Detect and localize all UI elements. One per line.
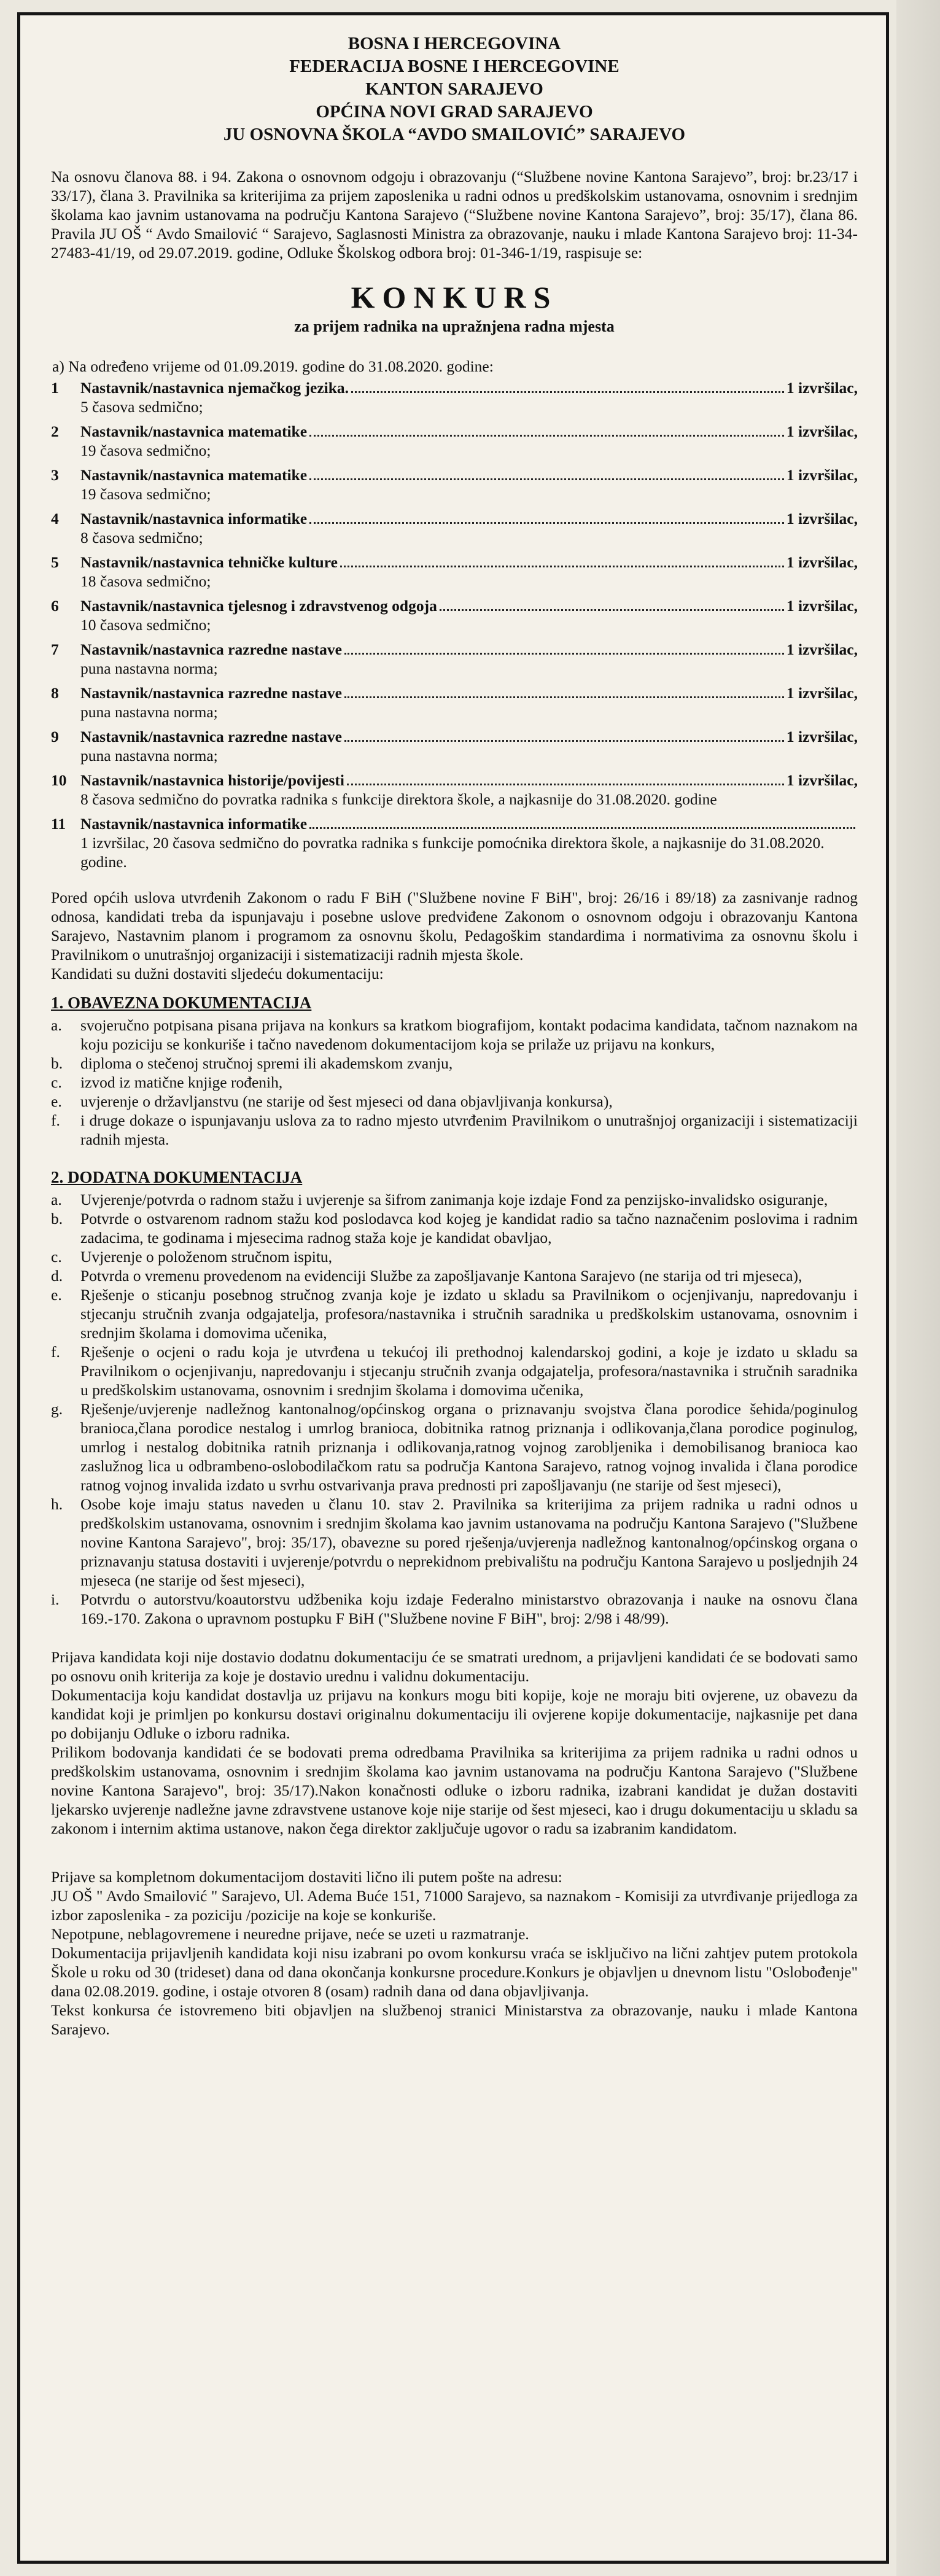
dot-leader bbox=[344, 740, 784, 742]
requirement-text: Uvjerenje o položenom stručnom ispitu, bbox=[80, 1248, 333, 1266]
document-requirement bbox=[51, 1054, 858, 1073]
requirement-letter: e. bbox=[51, 1092, 62, 1110]
position-number: 10 bbox=[51, 771, 67, 789]
requirement-letter: f. bbox=[51, 1111, 60, 1129]
position-number: 8 bbox=[51, 684, 59, 702]
submission-info bbox=[51, 1867, 858, 2039]
position-number: 5 bbox=[51, 553, 59, 571]
document-requirement bbox=[51, 1247, 858, 1266]
submission-paragraph: Tekst konkursa će istovremeno biti objavljen na službenoj stranici Ministarstva za obrazovanje, nauku i mlade Kantona Sarajevo. bbox=[51, 2001, 858, 2038]
position-item bbox=[51, 509, 858, 553]
position-item bbox=[51, 596, 858, 640]
document-requirement bbox=[51, 1209, 858, 1247]
obligation-line: Kandidati su dužni dostaviti sljedeću dokumentaciju: bbox=[51, 965, 384, 983]
position-count: 1 izvršilac, bbox=[786, 640, 858, 658]
position-title: Nastavnik/nastavnica razredne nastave bbox=[80, 728, 342, 745]
document-requirement bbox=[51, 1092, 858, 1111]
dot-leader bbox=[309, 827, 855, 829]
position-item bbox=[51, 422, 858, 465]
position-title: Nastavnik/nastavnica historije/povijesti bbox=[80, 771, 344, 789]
position-hours: 19 časova sedmično; bbox=[80, 485, 211, 503]
position-count: 1 izvršilac, bbox=[786, 771, 858, 789]
requirement-text: Potvrde o ostvarenom radnom stažu kod poslodavca kod kojeg je kandidat radio sa tačno naznačenim poslovima i radnim zadacima, te godinama i mjesecima radnog staža koje je kandidat obavljao, bbox=[80, 1210, 858, 1247]
requirement-text: Rješenje o ocjeni o radu koja je utvrđena u tekućoj ili prethodnoj kalendarskoj godini, a koje je izdato u skladu sa Pravilnikom o ocjenjivanju, napredovanju i stjecanju stručnih zvanja odgajatelja, profesora/nastavnika i stručnih saradnika u predškolskim ustanovama, osnovnim i srednjim školama i domovima učenika, bbox=[80, 1343, 858, 1399]
requirement-letter: a. bbox=[51, 1016, 62, 1034]
position-title: Nastavnik/nastavnica razredne nastave bbox=[80, 640, 342, 658]
requirement-letter: a. bbox=[51, 1191, 62, 1208]
requirement-text: diploma o stečenoj stručnoj spremi ili akademskom zvanju, bbox=[80, 1054, 453, 1072]
requirement-letter: g. bbox=[51, 1400, 63, 1418]
position-hours: puna nastavna norma; bbox=[80, 703, 218, 721]
document-requirement bbox=[51, 1266, 858, 1285]
document-requirement bbox=[51, 1073, 858, 1092]
document-requirement bbox=[51, 1190, 858, 1209]
position-hours: 8 časova sedmično do povratka radnika s funkcije direktora škole, a najkasnije do 31.08.2020. godine bbox=[80, 790, 717, 808]
position-hours: 18 časova sedmično; bbox=[80, 572, 211, 590]
header-line: FEDERACIJA BOSNE I HERCEGOVINE bbox=[289, 56, 620, 76]
position-hours: 10 časova sedmično; bbox=[80, 616, 211, 634]
dot-leader bbox=[440, 609, 784, 611]
document-requirement bbox=[51, 1399, 858, 1495]
requirement-text: Potvrda o vremenu provedenom na evidenciji Službe za zapošljavanje Kantona Sarajevo (ne starija od tri mjeseca), bbox=[80, 1267, 802, 1285]
position-hours: 1 izvršilac, 20 časova sedmično do povratka radnika s funkcije pomoćnika direktora škole, a najkasnije do 31.08.2020. godine. bbox=[80, 834, 825, 871]
position-count: 1 izvršilac, bbox=[786, 728, 858, 745]
position-title: Nastavnik/nastavnica matematike bbox=[80, 422, 308, 440]
position-number: 4 bbox=[51, 510, 59, 527]
header-line: KANTON SARAJEVO bbox=[365, 79, 543, 99]
position-title: Nastavnik/nastavnica njemačkog jezika. bbox=[80, 379, 349, 397]
position-title: Nastavnik/nastavnica matematike bbox=[80, 466, 308, 484]
position-title: Nastavnik/nastavnica informatike bbox=[80, 815, 308, 833]
adjacent-page-bleed bbox=[896, 0, 940, 2576]
submission-paragraph: Prijave sa kompletnom dokumentacijom dostaviti lično ili putem pošte na adresu: bbox=[51, 1868, 562, 1886]
requirement-text: Uvjerenje/potvrda o radnom stažu i uvjerenje sa šifrom zanimanja koje izdaje Fond za penzijsko-invalidsko osiguranje, bbox=[80, 1191, 828, 1208]
section-additional-title: 2. DODATNA DOKUMENTACIJA bbox=[51, 1168, 303, 1186]
position-number: 9 bbox=[51, 728, 59, 745]
position-item bbox=[51, 640, 858, 683]
requirement-letter: b. bbox=[51, 1210, 63, 1228]
school-address: JU OŠ " Avdo Smailović " Sarajevo, Ul. Adema Buće 151, 71000 Sarajevo, sa naznakom - Komisiji za utvrđivanje prijedloga za izbor zaposlenika - za poziciju /pozicije na koje se konkuriše. bbox=[51, 1887, 858, 1924]
requirement-letter: c. bbox=[51, 1248, 62, 1266]
position-number: 6 bbox=[51, 597, 59, 615]
requirement-letter: c. bbox=[51, 1073, 62, 1091]
requirement-text: uvjerenje o državljanstvu (ne starije od šest mjeseci od dana objavljivanja konkursa), bbox=[80, 1092, 613, 1110]
dot-leader bbox=[340, 566, 784, 567]
period-intro: a) Na određeno vrijeme od 01.09.2019. godine do 31.08.2020. godine: bbox=[52, 357, 494, 375]
position-count: 1 izvršilac, bbox=[786, 510, 858, 527]
positions-list bbox=[51, 378, 858, 877]
dot-leader bbox=[309, 522, 784, 524]
position-number: 2 bbox=[51, 422, 59, 440]
requirement-letter: h. bbox=[51, 1495, 63, 1513]
position-title: Nastavnik/nastavnica informatike bbox=[80, 510, 308, 527]
position-hours: 19 časova sedmično; bbox=[80, 442, 211, 459]
closing-notes bbox=[51, 1648, 858, 1838]
position-number: 1 bbox=[51, 379, 59, 397]
institution-header bbox=[51, 33, 858, 146]
header-line: BOSNA I HERCEGOVINA bbox=[348, 34, 561, 53]
document-subtitle: za prijem radnika na upražnjena radna mjesta bbox=[294, 317, 615, 335]
header-line: OPĆINA NOVI GRAD SARAJEVO bbox=[316, 102, 593, 122]
section-mandatory-title: 1. OBAVEZNA DOKUMENTACIJA bbox=[51, 994, 312, 1012]
requirement-text: svojeručno potpisana pisana prijava na konkurs sa kratkom biografijom, kontakt podacima kandidata, tačnom naznakom na koju poziciju se konkuriše i tačno navedenom dokumentacijom koja se prilaže uz prijavu na konkurs, bbox=[80, 1016, 858, 1053]
requirement-letter: d. bbox=[51, 1267, 63, 1285]
position-title: Nastavnik/nastavnica tjelesnog i zdravstvenog odgoja bbox=[80, 597, 437, 615]
position-hours: puna nastavna norma; bbox=[80, 747, 218, 765]
position-item bbox=[51, 727, 858, 771]
position-hours: 8 časova sedmično; bbox=[80, 529, 203, 547]
header-line: JU OSNOVNA ŠKOLA “AVDO SMAILOVIĆ” SARAJEVO bbox=[223, 125, 686, 144]
position-hours: puna nastavna norma; bbox=[80, 660, 218, 677]
document-requirement bbox=[51, 1016, 858, 1054]
dot-leader bbox=[347, 784, 784, 785]
requirement-text: i druge dokaze o ispunjavanju uslova za to radno mjesto utvrđenim Pravilnikom o unutrašnjoj organizaciji i sistematizaciji radnih mjesta. bbox=[80, 1111, 858, 1148]
requirement-letter: i. bbox=[51, 1590, 60, 1608]
position-count: 1 izvršilac, bbox=[786, 466, 858, 484]
document-title: KONKURS bbox=[351, 280, 558, 314]
document-requirement bbox=[51, 1590, 858, 1628]
position-item bbox=[51, 465, 858, 509]
requirement-letter: f. bbox=[51, 1343, 60, 1361]
position-title: Nastavnik/nastavnica razredne nastave bbox=[80, 684, 342, 702]
document-requirement bbox=[51, 1285, 858, 1342]
submission-paragraph: Nepotpune, neblagovremene i neuredne prijave, neće se uzeti u razmatranje. bbox=[51, 1925, 529, 1943]
document-requirement bbox=[51, 1342, 858, 1399]
position-count: 1 izvršilac, bbox=[786, 379, 858, 397]
requirement-text: Rješenje o sticanju posebnog stručnog zvanja koje je izdato u skladu sa Pravilnikom o ocjenjivanju, napredovanju i stjecanju stručnih zvanja odgajatelja, profesora/nastavnika i stručnih saradnika u predškolskim ustanovama, osnovnim i srednjim školama i domovima učenika, bbox=[80, 1286, 858, 1342]
dot-leader bbox=[309, 435, 784, 437]
position-count: 1 izvršilac, bbox=[786, 597, 858, 615]
announcement-document bbox=[17, 12, 889, 2564]
position-hours: 5 časova sedmično; bbox=[80, 398, 203, 416]
requirement-letter: b. bbox=[51, 1054, 63, 1072]
general-conditions: Pored općih uslova utvrđenih Zakonom o radu F BiH ("Službene novine F BiH", broj: 26/16 i 89/18) za zasnivanje radnog odnosa, kandidati treba da ispunjavaju i posebne uslove predviđene Zakonom o osnovnom odgoju i obrazovanju Kantona Sarajevo, Nastavnim planom i programom za osnovnu školu, Pedagoškim standardima i normativima za osnovnu školu i Pravilnikom o unutrašnjoj organizaciji i sistematizaciji radnih mjesta škole. bbox=[51, 889, 858, 963]
document-requirement bbox=[51, 1111, 858, 1149]
document-requirement bbox=[51, 1495, 858, 1590]
closing-paragraph: Prijava kandidata koji nije dostavio dodatnu dokumentaciju će se smatrati urednom, a prijavljeni kandidati će se bodovati samo po osnovu onih kriterija za koje je dostavio urednu i validnu dokumentaciju. bbox=[51, 1648, 858, 1685]
requirement-text: Potvrdu o autorstvu/koautorstvu udžbenika koju izdaje Federalno ministarstvo obrazovanja i nauke na osnovu člana 169.-170. Zakona o upravnom postupku F BiH ("Službene novine F BiH", broj: 2/98 i 48/99). bbox=[80, 1590, 858, 1627]
position-item bbox=[51, 814, 858, 877]
position-count: 1 izvršilac, bbox=[786, 422, 858, 440]
dot-leader bbox=[344, 696, 784, 698]
closing-paragraph: Dokumentacija koju kandidat dostavlja uz prijavu na konkurs mogu biti kopije, koje ne moraju biti ovjerene, uz obavezu da kandidat koji je primljen po konkursu dostavi originalnu dokumentaciju ili ovjerene kopije dokumentacije, najkasnije pet dana po dobijanju Odluke o izboru radnika. bbox=[51, 1686, 858, 1742]
position-item bbox=[51, 771, 858, 814]
dot-leader bbox=[351, 391, 784, 393]
submission-paragraph: Dokumentacija prijavljenih kandidata koji nisu izabrani po ovom konkursu vraća se isključivo na lični zahtjev putem protokola Škole u roku od 30 (trideset) dana od dana okončanja konkursne procedure.Konkurs je objavljen u dnevnom listu "Oslobođenje" dana 02.08.2019. godine, i ostaje otvoren 8 (osam) radnih dana od dana objavljivanja. bbox=[51, 1944, 858, 2000]
requirement-text: Osobe koje imaju status naveden u članu 10. stav 2. Pravilnika sa kriterijima za prijem radnika u radni odnos u predškolskim ustanovama, osnovnim i srednjim školama kao javnim ustanovama na području Kantona Sarajevo ("Službene novine Kantona Sarajevo", broj: 35/17), obavezne su pored rješenja/uvjerenja nadležnog kantonalnog/općinskog organa o priznavanju statusa dostaviti i uvjerenje/potvrdu o neprekidnom prebivalištu na području Kantona Sarajevo u posljednjih 24 mjeseca (ne starije od šest mjeseci), bbox=[80, 1495, 858, 1589]
position-item bbox=[51, 553, 858, 596]
position-title: Nastavnik/nastavnica tehničke kulture bbox=[80, 553, 338, 571]
additional-docs-list bbox=[51, 1190, 858, 1628]
position-item bbox=[51, 378, 858, 422]
position-number: 7 bbox=[51, 640, 59, 658]
requirement-letter: e. bbox=[51, 1286, 62, 1304]
position-number: 3 bbox=[51, 466, 59, 484]
requirement-text: izvod iz matične knjige rođenih, bbox=[80, 1073, 283, 1091]
legal-preamble: Na osnovu članova 88. i 94. Zakona o osnovnom odgoju i obrazovanju (“Službene novine Kantona Sarajevo”, broj: br.23/17 i 33/17), člana 3. Pravilnika sa kriterijima za prijem zaposlenika u radni odnos u predškolskim ustanovama, osnovnim i srednjim školama kao javnim ustanovama na području Kantona Sarajevo (“Službene novine Kantona Sarajevo”, broj: 35/17), člana 86. Pravila JU OŠ “ Avdo Smailović “ Sarajevo, Saglasnosti Ministra za obrazovanje, nauku i mlade Kantona Sarajevo broj: 11-34-27483-41/19, od 29.07.2019. godine, Odluke Školskog odbora broj: 01-346-1/19, raspisuje se: bbox=[51, 168, 858, 262]
mandatory-docs-list bbox=[51, 1016, 858, 1149]
position-item bbox=[51, 683, 858, 727]
dot-leader bbox=[309, 478, 784, 480]
position-count: 1 izvršilac, bbox=[786, 684, 858, 702]
requirement-text: Rješenje/uvjerenje nadležnog kantonalnog/općinskog organa o priznavanju svojstva člana porodice šehida/poginulog branioca,člana porodice nestalog i umrlog branioca, dobitnika ratnog priznanja i odlikovanja,člana porodice poginulog, umrlog i nestalog dobitnika ratnih priznanja i odlikovanja,ratnog vojnog zarobljenika i demobilisanog branioca kao zaslužnog lica u odbrambeno-oslobodilačkom ratu sa područja Kantona Sarajevo, ratnog vojnog invalida i člana porodice ratnog vojnog invalida izdato u svrhu ostvarivanja prava prednosti pri zapošljavanju (ne starije od šest mjeseci), bbox=[80, 1400, 858, 1494]
dot-leader bbox=[344, 653, 784, 655]
position-count: 1 izvršilac, bbox=[786, 553, 858, 571]
position-number: 11 bbox=[51, 815, 66, 833]
closing-paragraph: Prilikom bodovanja kandidati će se bodovati prema odredbama Pravilnika sa kriterijima za prijem radnika u radni odnos u predškolskim ustanovama, osnovnim i srednjim školama kao javnim ustanovama na području Kantona Sarajevo ("Službene novine Kantona Sarajevo", broj: 35/17).Nakon konačnosti odluke o izboru radnika, izabrani kandidat je dužan dostaviti ljekarsko uvjerenje nadležne javne zdravstvene ustanove koje nije starije od šest mjeseci, kao i drugu dokumentaciju u skladu sa zakonom i internim aktima ustanove, nakon čega direktor zaključuje ugovor o radu sa izabranim kandidatom. bbox=[51, 1743, 858, 1837]
